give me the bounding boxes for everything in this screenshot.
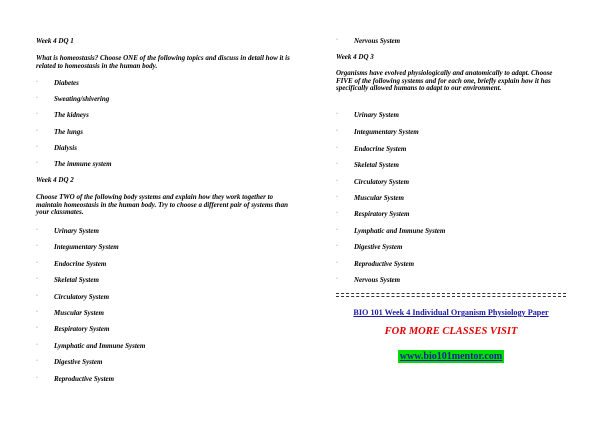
bullet: ·: [336, 227, 338, 233]
dashed-divider: [336, 293, 566, 297]
bullet: ·: [36, 309, 38, 315]
bullet: ·: [336, 111, 338, 117]
dq3-title: Week 4 DQ 3: [336, 53, 374, 61]
bullet: ·: [36, 95, 38, 101]
bullet: ·: [336, 243, 338, 249]
bullet: ·: [336, 194, 338, 200]
bullet: ·: [36, 160, 38, 166]
bullet: ·: [336, 161, 338, 167]
dq1-prompt: What is homeostasis? Choose ONE of the following topics and discuss in detail how it is related to homeostasis in the human body.: [36, 54, 290, 70]
bullet: ·: [36, 325, 38, 331]
site-link-wrapper: [336, 346, 566, 360]
bullet: ·: [36, 358, 38, 364]
bullet: ·: [36, 227, 38, 233]
dq2-title: Week 4 DQ 2: [36, 176, 74, 184]
bullet: ·: [336, 178, 338, 184]
bullet: ·: [336, 260, 338, 266]
bullet: ·: [336, 145, 338, 151]
site-link[interactable]: www.bio101mentor.com: [399, 351, 503, 362]
bullet: ·: [336, 37, 338, 43]
bullet: ·: [36, 79, 38, 85]
more-classes-heading: FOR MORE CLASSES VISIT: [384, 326, 518, 337]
bullet: ·: [36, 144, 38, 150]
dq1-title: Week 4 DQ 1: [36, 37, 74, 45]
bullet: ·: [36, 276, 38, 282]
dq3-prompt: Organisms have evolved physiologically and anatomically to adapt. Choose FIVE of the following systems and for each one, briefly explain how it has specifically allowed humans to adapt to our environment.: [336, 69, 553, 93]
dq2-prompt: Choose TWO of the following body systems and explain how they work together to maintain homeostasis in the human body. Try to choose a different pair of systems than your classmates.: [36, 193, 288, 217]
bullet: ·: [36, 260, 38, 266]
bullet: ·: [36, 375, 38, 381]
bullet: ·: [36, 293, 38, 299]
bullet: ·: [36, 342, 38, 348]
bullet: ·: [36, 243, 38, 249]
paper-link[interactable]: BIO 101 Week 4 Individual Organism Physiology Paper: [353, 308, 549, 317]
bullet: ·: [36, 128, 38, 134]
bullet: ·: [336, 128, 338, 134]
bullet: ·: [336, 210, 338, 216]
bullet: ·: [36, 111, 38, 117]
bullet: ·: [336, 276, 338, 282]
